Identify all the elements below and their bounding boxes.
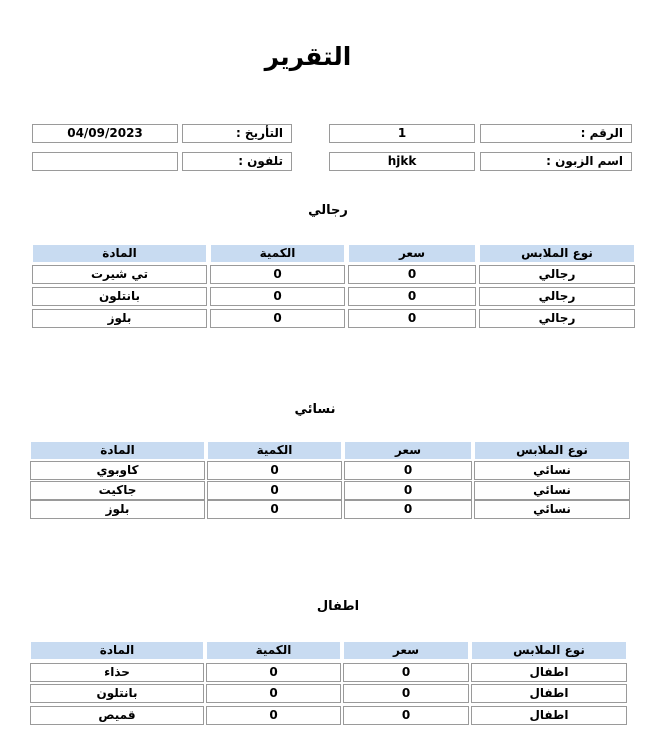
customer-name-label: اسم الزبون :: [480, 152, 632, 171]
table-cell: 0: [348, 265, 476, 284]
table-cell: 0: [343, 684, 469, 703]
table-cell: جاكيت: [30, 481, 205, 500]
table-cell: 0: [210, 287, 345, 306]
table-cell: حذاء: [30, 663, 204, 682]
date-label: التأريخ :: [182, 124, 292, 143]
table-cell: بانتلون: [32, 287, 207, 306]
table-cell: 0: [207, 461, 342, 480]
date-value: 04/09/2023: [32, 124, 178, 143]
header-quantity: الكمية: [207, 441, 342, 460]
header-quantity: الكمية: [206, 641, 341, 660]
table-cell: تي شيرت: [32, 265, 207, 284]
header-price: سعر: [348, 244, 476, 263]
table-cell: 0: [343, 663, 469, 682]
report-title: التقرير: [264, 42, 352, 71]
table-cell: اطفال: [471, 684, 627, 703]
table-cell: كاوبوي: [30, 461, 205, 480]
table-cell: 0: [206, 684, 341, 703]
table-cell: 0: [344, 461, 472, 480]
table-cell: 0: [210, 309, 345, 328]
section-title-women: نسائي: [294, 402, 336, 417]
number-label: الرقم :: [480, 124, 632, 143]
table-cell: 0: [207, 481, 342, 500]
customer-name-value: hjkk: [329, 152, 475, 171]
table-cell: بلوز: [30, 500, 205, 519]
header-material: المادة: [32, 244, 207, 263]
table-cell: 0: [343, 706, 469, 725]
table-cell: رجالي: [479, 265, 635, 284]
table-cell: 0: [206, 663, 341, 682]
table-cell: 0: [207, 500, 342, 519]
phone-value: [32, 152, 178, 171]
table-cell: 0: [344, 481, 472, 500]
table-cell: 0: [348, 309, 476, 328]
table-cell: اطفال: [471, 663, 627, 682]
table-cell: 0: [210, 265, 345, 284]
table-cell: نسائي: [474, 461, 630, 480]
table-cell: رجالي: [479, 287, 635, 306]
table-cell: نسائي: [474, 481, 630, 500]
table-cell: 0: [344, 500, 472, 519]
header-material: المادة: [30, 441, 205, 460]
table-cell: بانتلون: [30, 684, 204, 703]
section-title-men: رجالي: [308, 203, 348, 218]
table-cell: 0: [348, 287, 476, 306]
table-cell: بلوز: [32, 309, 207, 328]
table-cell: 0: [206, 706, 341, 725]
header-price: سعر: [343, 641, 469, 660]
table-cell: قميص: [30, 706, 204, 725]
table-cell: اطفال: [471, 706, 627, 725]
section-title-kids: اطفال: [316, 599, 360, 614]
header-clothing-type: نوع الملابس: [471, 641, 627, 660]
table-cell: نسائي: [474, 500, 630, 519]
number-value: 1: [329, 124, 475, 143]
header-price: سعر: [344, 441, 472, 460]
header-quantity: الكمية: [210, 244, 345, 263]
table-cell: رجالي: [479, 309, 635, 328]
header-material: المادة: [30, 641, 204, 660]
header-clothing-type: نوع الملابس: [479, 244, 635, 263]
header-clothing-type: نوع الملابس: [474, 441, 630, 460]
phone-label: تلفون :: [182, 152, 292, 171]
